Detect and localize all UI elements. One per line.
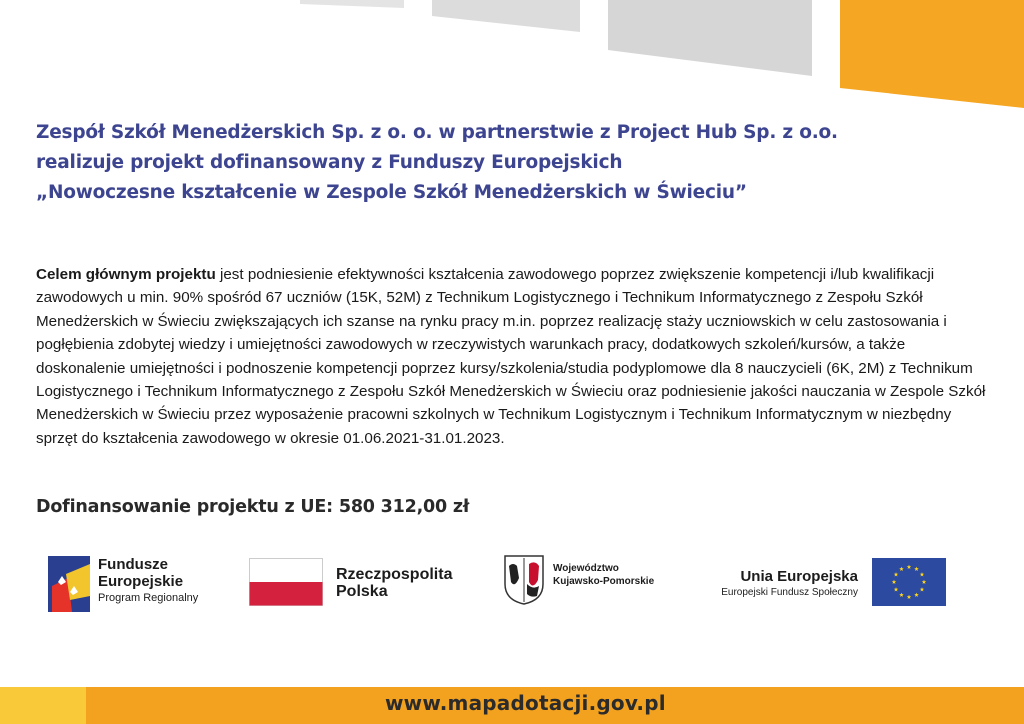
fe-logo-text — [98, 556, 198, 606]
description-text: jest podniesienie efektywności kształcenia zawodowego poprzez zwiększenie kompetencji i/lub kwalifikacji zawodowych u min. 90% spośród 67 uczniów (15K, 52M) z Technikum Logistycznego i Technikum Informatycznego z Zespołu Szkół Menedżerskich w Świeciu zwiększających ich szanse na rynku pracy m.in. poprzez realizację staży uczniowskich w celu zastosowania i pogłębienia zdobytej wiedzy i umiejętności zawodowych w rzeczywistych warunkach pracy, dodatkowych szkoleń/kursów, a także doskonalenie umiejętności i podnoszenie kompetencji poprzez kursy/szkolenia/studia podyplomowe dla 8 nauczycieli (6K, 2M) z Technikum Logistycznego i Technikum Informatycznego z Zespołu Szkół Menedżerskich w Świeciu oraz podniesienie jakości nauczania w Zespole Szkół Menedżerskich w Świeciu przez wyposażenie pracowni szkolnych w Technikum Logistycznym i Technikum Informatycznym w niezbędny sprzęt do kształcenia zawodowego w okresie 01.06.2021-31.01.2023. — [36, 266, 986, 447]
rp-line-2: Polska — [336, 583, 388, 600]
headline-line-1: Zespół Szkół Menedżerskich Sp. z o. o. w partnerstwie z Project Hub Sp. z o.o. — [36, 122, 838, 143]
woj-line-2: Kujawsko-Pomorskie — [553, 576, 655, 587]
fundusze-europejskie-logo-icon — [48, 556, 90, 612]
fe-line-3: Program Regionalny — [98, 592, 199, 604]
description-lead: Celem głównym projektu — [36, 266, 216, 283]
project-description — [36, 263, 996, 450]
woj-line-1: Województwo — [553, 563, 619, 574]
eu-line-2: Europejski Fundusz Społeczny — [721, 587, 858, 598]
polish-flag-icon — [249, 558, 323, 606]
footer-accent — [0, 687, 86, 724]
woj-logo-text — [553, 562, 654, 588]
rp-line-1: Rzeczpospolita — [336, 566, 453, 583]
headline-line-2: realizuje projekt dofinansowany z Funduszy Europejskich — [36, 152, 623, 173]
headline-line-3: „Nowoczesne kształcenie w Zespole Szkół Menedżerskich w Świeciu” — [36, 182, 747, 203]
logo-bar — [0, 550, 1024, 620]
footer-url[interactable]: www.mapadotacji.gov.pl — [385, 691, 666, 715]
footer-bar — [0, 687, 1024, 724]
fe-line-1: Fundusze — [98, 556, 168, 573]
top-decoration — [0, 0, 1024, 110]
eu-flag-icon — [872, 558, 946, 606]
rp-logo-text — [336, 566, 452, 600]
kujawsko-pomorskie-crest-icon — [503, 554, 545, 606]
eu-logo-text — [708, 568, 858, 600]
funding-amount: Dofinansowanie projektu z UE: 580 312,00 zł — [36, 497, 470, 517]
eu-line-1: Unia Europejska — [740, 568, 858, 585]
project-headline — [36, 118, 936, 208]
fe-line-2: Europejskie — [98, 573, 184, 590]
